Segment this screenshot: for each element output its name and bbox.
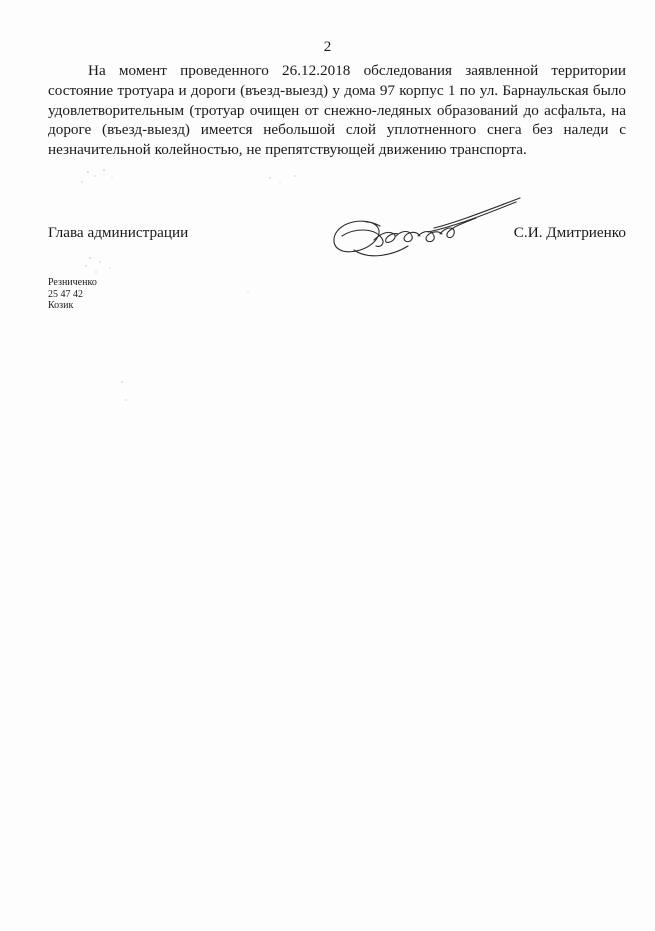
executor-second-name: Козик [48,300,74,311]
executor-info [48,277,97,312]
executor-name: Резниченко [48,277,97,288]
body-paragraph: На момент проведенного 26.12.2018 обследования заявленной территории состояние тротуара и дороги (въезд-выезд) у дома 97 корпус 1 по ул. Барнаульская было удовлетворительным (тротуар очищен от снежно-ледяных образований до асфальта, на дороге (въезд-выезд) имеется небольшой слой уплотненного снега без наледи с незначительной колейностью, не препятствующей движению транспорта. [48,62,626,159]
page-number: 2 [323,39,332,55]
handwritten-signature [328,192,523,272]
executor-phone: 25 47 42 [48,288,83,300]
position-title: Глава администрации [48,224,189,241]
signer-name: С.И. Дмитриенко [513,224,626,241]
